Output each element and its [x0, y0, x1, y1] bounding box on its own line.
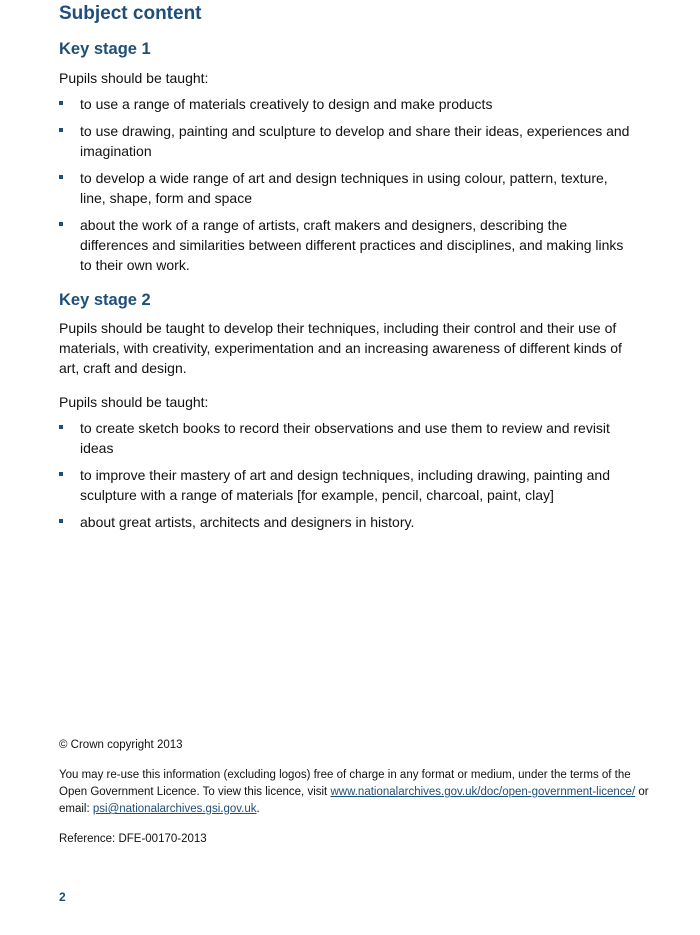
email-link[interactable]: psi@nationalarchives.gsi.gov.uk	[92, 803, 257, 815]
licence-link[interactable]: www.nationalarchives.gov.uk/doc/open-government-licence/	[330, 786, 636, 798]
list-item: to use drawing, painting and sculpture to develop and share their ideas, experiences and imagination	[59, 121, 634, 161]
licence-notice	[59, 767, 659, 818]
ks2-paragraph: Pupils should be taught to develop their techniques, including their control and their use of materials, with creativity, experimentation and an increasing awareness of different kinds of art, craft and design.	[59, 320, 622, 376]
list-item: to use a range of materials creatively to design and make products	[59, 94, 634, 114]
copyright-notice: © Crown copyright 2013	[59, 739, 183, 751]
ks1-heading: Key stage 1	[59, 40, 151, 58]
list-item: about the work of a range of artists, craft makers and designers, describing the differences and similarities between different practices and disciplines, and making links to their own work.	[59, 215, 634, 275]
ks2-heading: Key stage 2	[59, 291, 151, 309]
ks2-intro: Pupils should be taught:	[59, 394, 209, 410]
list-item: about great artists, architects and designers in history.	[59, 512, 634, 532]
licence-text-email: or email:	[59, 786, 649, 815]
licence-text-end: .	[256, 803, 260, 815]
page-title: Subject content	[59, 3, 202, 24]
page-number: 2	[59, 890, 66, 904]
ks1-intro: Pupils should be taught:	[59, 70, 209, 86]
licence-text: You may re-use this information (excluding logos) free of charge in any format or medium, under the terms of the Open Government Licence. To view this licence, visit	[59, 769, 631, 798]
ks2-list	[59, 418, 634, 532]
ks1-list	[59, 94, 634, 275]
list-item: to develop a wide range of art and design techniques in using colour, pattern, texture, line, shape, form and space	[59, 168, 634, 208]
reference-number: Reference: DFE-00170-2013	[59, 833, 207, 845]
list-item: to create sketch books to record their observations and use them to review and revisit ideas	[59, 418, 634, 458]
list-item: to improve their mastery of art and design techniques, including drawing, painting and sculpture with a range of materials [for example, pencil, charcoal, paint, clay]	[59, 465, 634, 505]
